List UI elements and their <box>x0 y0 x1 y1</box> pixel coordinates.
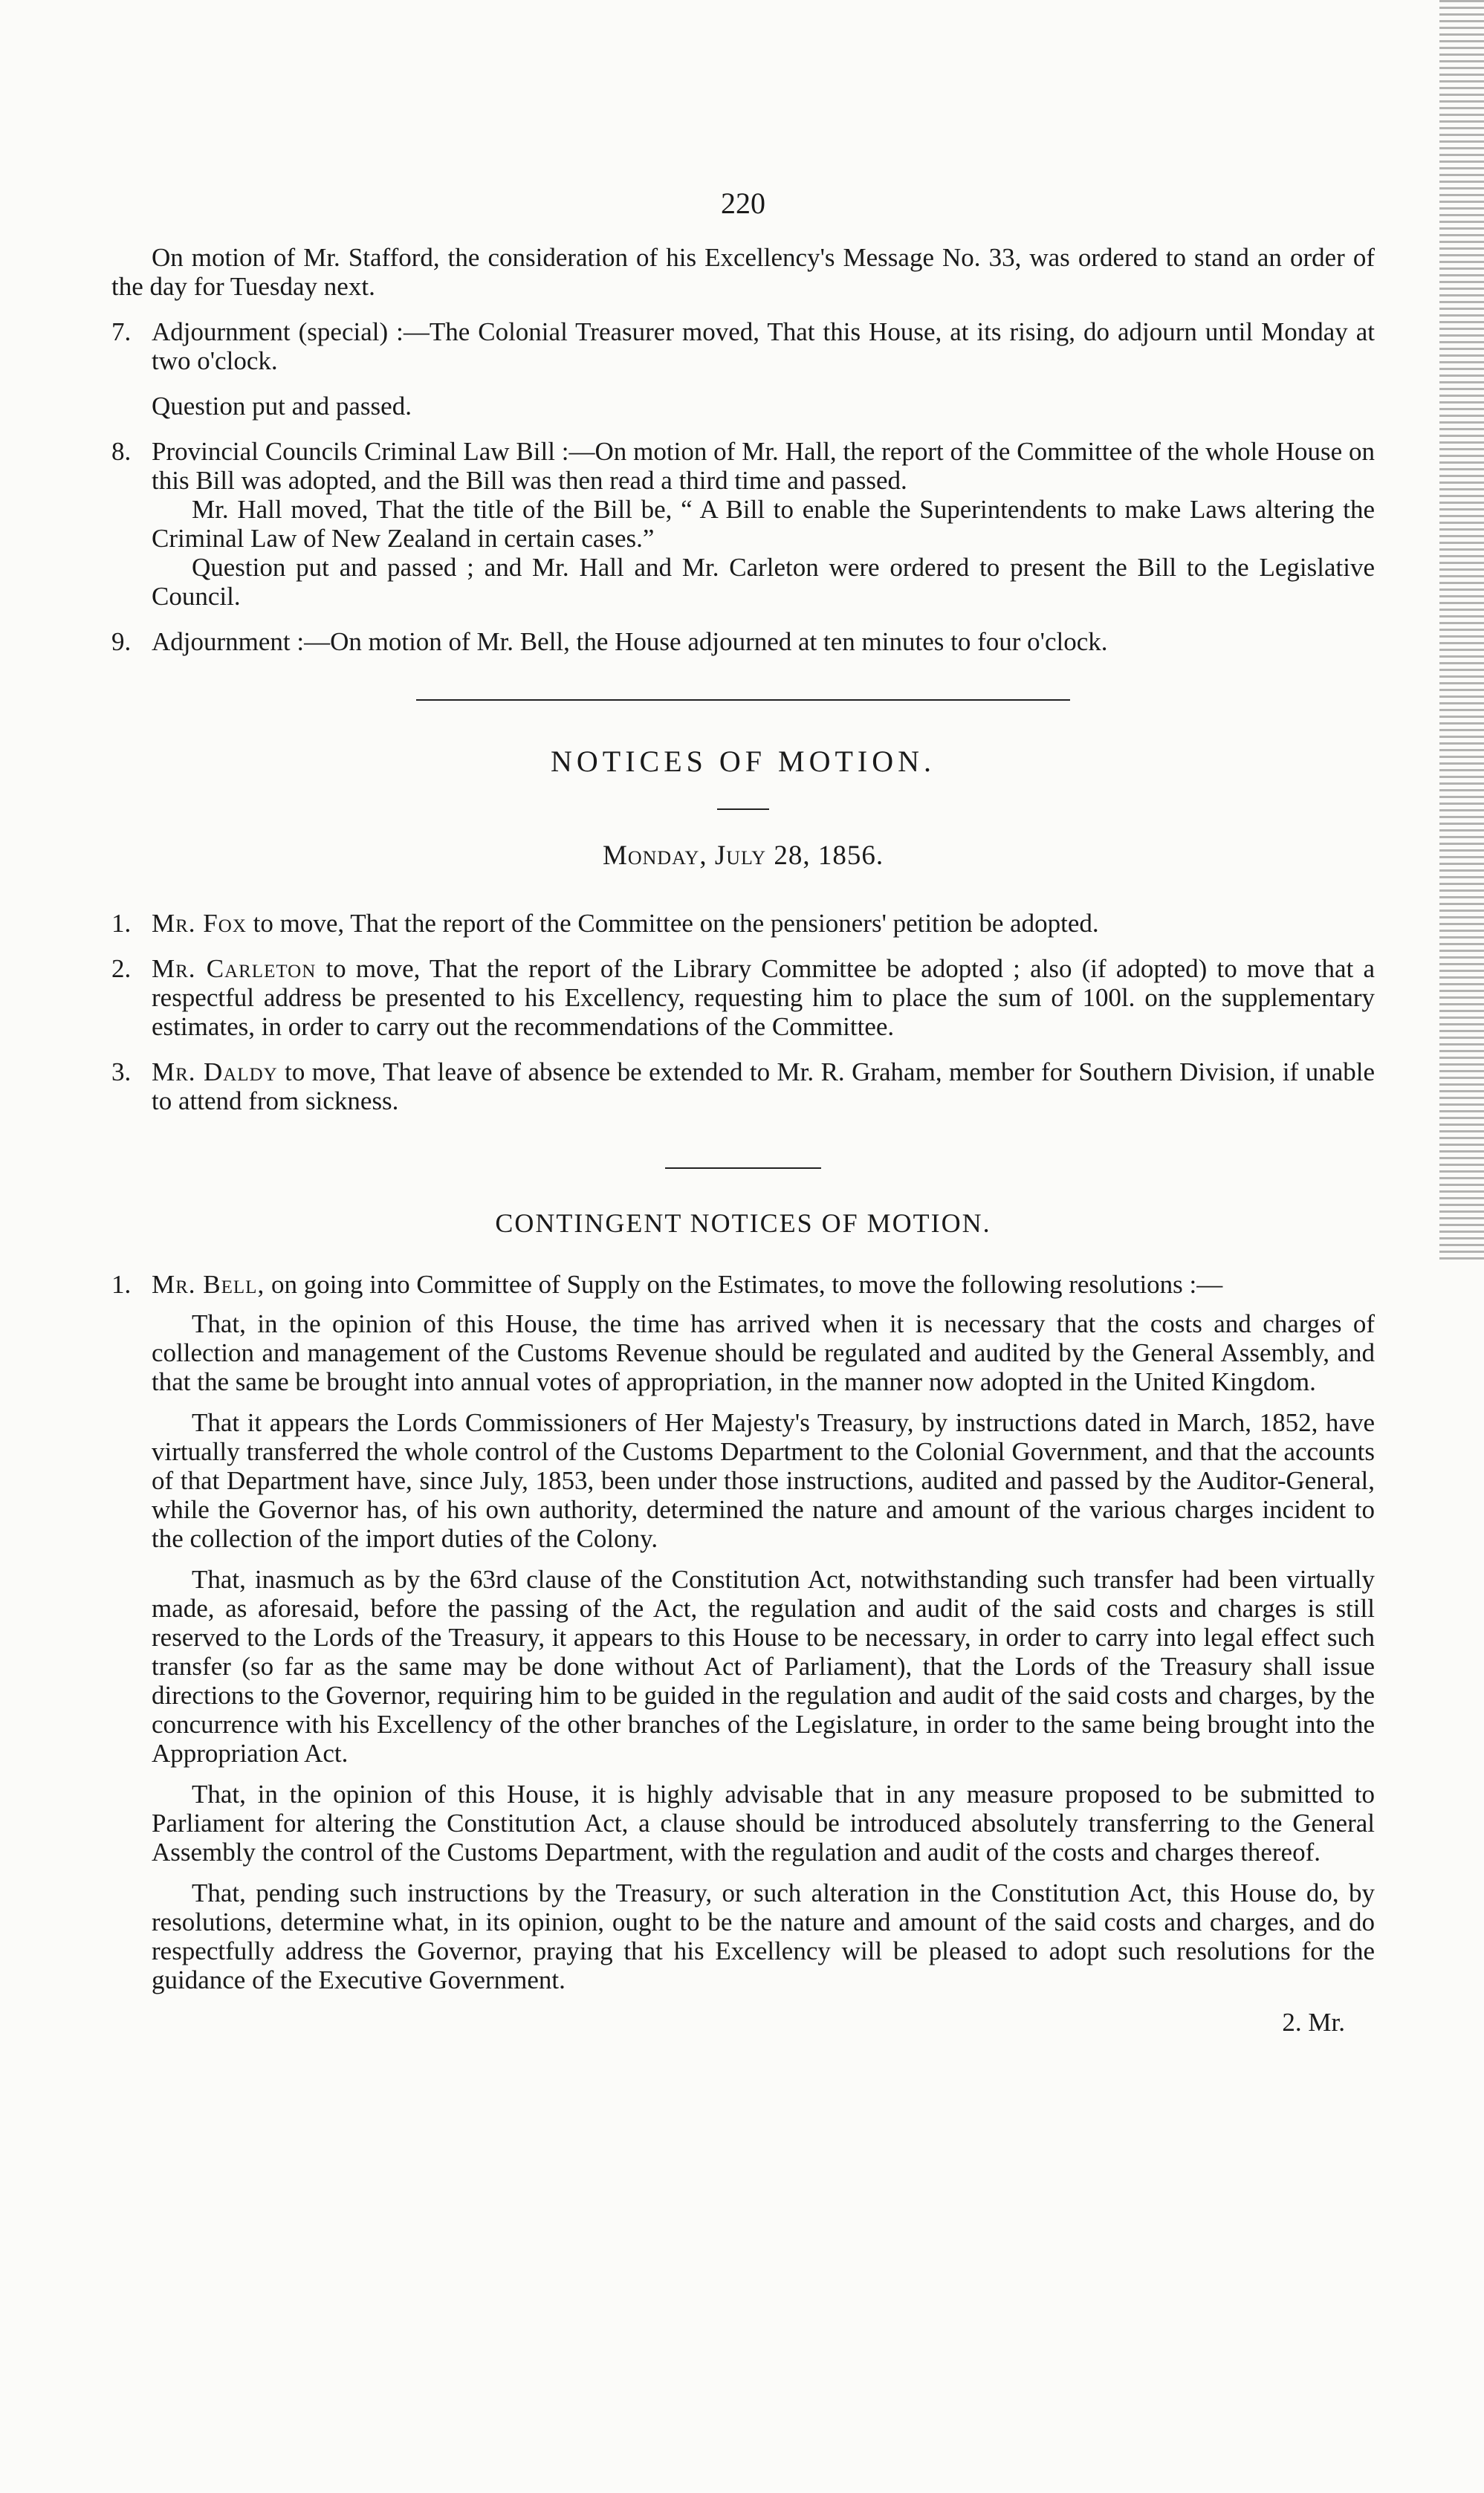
item-number: 2. <box>111 954 132 983</box>
notices-date: Monday, July 28, 1856. <box>602 840 884 871</box>
notices-list <box>111 909 1375 1115</box>
item-number: 3. <box>111 1057 132 1086</box>
heading-rule <box>717 808 769 810</box>
continuation-paragraph: On motion of Mr. Stafford, the consideration of his Excellency's Message No. 33, was ordered to stand an order of the day for Tuesday next. <box>111 243 1375 301</box>
item-sub-paragraph: Question put and passed. <box>152 392 412 421</box>
scan-edge-shadow <box>1439 0 1484 1263</box>
resolution-paragraph: That, in the opinion of this House, it is highly advisable that in any measure proposed to be submitted to Parliament for altering the Constitution Act, a clause should be introduced absolutely transferring to the General Assembly the control of the Customs Department, with the regulation and audit of the costs and charges thereof. <box>152 1780 1375 1867</box>
item-number: 1. <box>111 1270 132 1299</box>
member-name: Mr. Fox <box>152 909 247 938</box>
contingent-text: on going into Committee of Supply on the Estimates, to move the following resolutions :— <box>270 1270 1223 1299</box>
item-text: Adjournment (special) :—The Colonial Treasurer moved, That this House, at its rising, do adjourn until Monday at two o'clock. <box>152 317 1375 375</box>
item-number: 1. <box>111 909 132 938</box>
proceeding-item <box>111 437 1375 611</box>
notice-item <box>111 1057 1375 1115</box>
proceeding-item <box>111 317 1375 421</box>
member-name: Mr. Carleton <box>152 954 317 983</box>
notice-text: to move, That the report of the Committee on the pensioners' petition be adopted. <box>253 909 1099 938</box>
member-name: Mr. Daldy <box>152 1057 278 1086</box>
item-text: Adjournment :—On motion of Mr. Bell, the House adjourned at ten minutes to four o'clock. <box>152 627 1108 656</box>
notices-heading: NOTICES OF MOTION. <box>551 745 936 778</box>
contingent-heading: CONTINGENT NOTICES OF MOTION. <box>495 1208 991 1238</box>
proceeding-item <box>111 627 1375 656</box>
resolution-paragraph: That it appears the Lords Commissioners of Her Majesty's Treasury, by instructions dated in March, 1852, have virtually transferred the whole control of the Customs Department to the Colonial Government, and that the accounts of that Department have, since July, 1853, been under those instructions, audited and passed by the Auditor-General, while the Governor has, of his own authority, determined the nature and amount of the various charges incident to the collection of the import duties of the Colony. <box>152 1408 1375 1553</box>
item-number: 8. <box>111 437 132 466</box>
document-page <box>111 186 1375 2037</box>
section-divider <box>416 699 1070 701</box>
resolution-paragraph: That, pending such instructions by the Treasury, or such alteration in the Constitution Act, this House do, by resolutions, determine what, in its opinion, ought to be the nature and amount of the said costs and charges, and do respectfully address the Governor, praying that his Excellency will be pleased to adopt such resolutions for the guidance of the Executive Government. <box>152 1878 1375 1994</box>
item-sub-paragraph: Mr. Hall moved, That the title of the Bill be, “ A Bill to enable the Superintendents to make Laws altering the Criminal Law of New Zealand in certain cases.” <box>152 495 1375 553</box>
notice-text: to move, That the report of the Library Committee be adopted ; also (if adopted) to move that a respectful address be presented to his Excellency, requesting him to place the sum of 100l. on the supplementary estimates, in order to carry out the recommendations of the Committee. <box>152 954 1375 1041</box>
item-sub-paragraph: Question put and passed ; and Mr. Hall and Mr. Carleton were ordered to present the Bill to the Legislative Council. <box>152 553 1375 611</box>
item-text: Provincial Councils Criminal Law Bill :—On motion of Mr. Hall, the report of the Committee of the whole House on this Bill was adopted, and the Bill was then read a third time and passed. <box>152 437 1375 495</box>
section-divider <box>665 1167 821 1169</box>
notice-item <box>111 954 1375 1041</box>
resolution-paragraph: That, inasmuch as by the 63rd clause of the Constitution Act, notwithstanding such transfer had been virtually made, as aforesaid, before the passing of the Act, the regulation and audit of the said costs and charges is still reserved to the Lords of the Treasury, it appears to this House to be necessary, in order to carry into legal effect such transfer (so far as the same may be done without Act of Parliament), that the Lords of the Treasury shall issue directions to the Governor, requiring him to be guided in the regulation and audit of the said costs and charges, by the concurrence with his Excellency of the other branches of the Legislature, in order to the same being brought into the Appropriation Act. <box>152 1565 1375 1768</box>
page-number: 220 <box>721 187 765 220</box>
resolutions-list <box>111 1309 1375 1994</box>
notice-text: to move, That leave of absence be extended to Mr. R. Graham, member for Southern Division, if unable to attend from sickness. <box>152 1057 1375 1115</box>
notice-item <box>111 909 1375 938</box>
catchword: 2. Mr. <box>1282 2008 1345 2037</box>
contingent-item <box>111 1270 1375 1299</box>
member-name: Mr. Bell, <box>152 1270 265 1299</box>
proceedings-list <box>111 317 1375 656</box>
item-number: 7. <box>111 317 132 346</box>
item-number: 9. <box>111 627 132 656</box>
resolution-paragraph: That, in the opinion of this House, the time has arrived when it is necessary that the costs and charges of collection and management of the Customs Revenue should be regulated and audited by the General Assembly, and that the same be brought into annual votes of appropriation, in the manner now adopted in the United Kingdom. <box>152 1309 1375 1396</box>
